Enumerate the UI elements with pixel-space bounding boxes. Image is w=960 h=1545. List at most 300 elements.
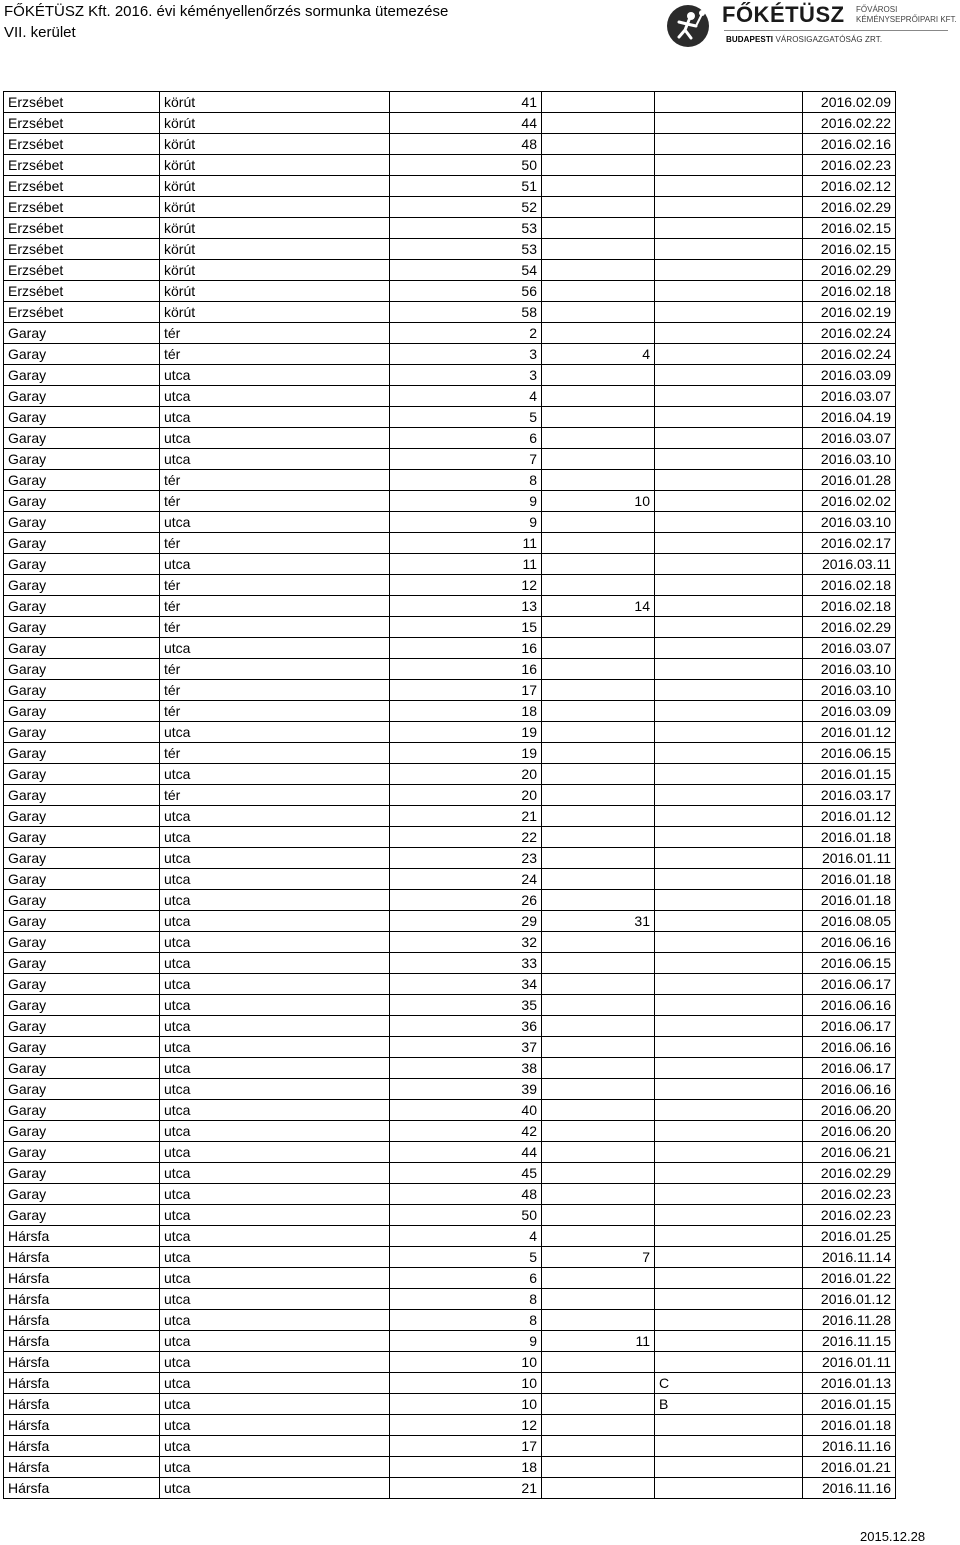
- street-type-cell: utca: [160, 1415, 390, 1436]
- table-row: [4, 1121, 896, 1142]
- house-number-cell: 8: [390, 470, 542, 491]
- scheduled-date-cell: 2016.03.10: [803, 449, 896, 470]
- scheduled-date-cell: 2016.03.07: [803, 386, 896, 407]
- scheduled-date-cell: 2016.02.23: [803, 155, 896, 176]
- house-number-cell: 3: [390, 365, 542, 386]
- scheduled-date-cell: 2016.02.24: [803, 323, 896, 344]
- scheduled-date-cell: 2016.06.15: [803, 743, 896, 764]
- building-suffix-cell: [655, 680, 803, 701]
- table-row: [4, 113, 896, 134]
- house-number-cell: 18: [390, 1457, 542, 1478]
- table-row: [4, 701, 896, 722]
- building-suffix-cell: [655, 1457, 803, 1478]
- table-row: [4, 1331, 896, 1352]
- street-name-cell: Garay: [4, 323, 160, 344]
- street-name-cell: Garay: [4, 575, 160, 596]
- street-name-cell: Erzsébet: [4, 113, 160, 134]
- table-row: [4, 743, 896, 764]
- street-type-cell: utca: [160, 512, 390, 533]
- street-type-cell: utca: [160, 1331, 390, 1352]
- scheduled-date-cell: 2016.06.17: [803, 1058, 896, 1079]
- street-type-cell: utca: [160, 449, 390, 470]
- table-row: [4, 890, 896, 911]
- house-number-to-cell: [542, 1289, 655, 1310]
- scheduled-date-cell: 2016.06.17: [803, 1016, 896, 1037]
- building-suffix-cell: [655, 827, 803, 848]
- scheduled-date-cell: 2016.01.22: [803, 1268, 896, 1289]
- street-type-cell: körút: [160, 176, 390, 197]
- building-suffix-cell: [655, 134, 803, 155]
- street-name-cell: Garay: [4, 743, 160, 764]
- building-suffix-cell: [655, 533, 803, 554]
- building-suffix-cell: [655, 1310, 803, 1331]
- street-type-cell: utca: [160, 386, 390, 407]
- house-number-to-cell: [542, 1310, 655, 1331]
- building-suffix-cell: B: [655, 1394, 803, 1415]
- table-row: [4, 995, 896, 1016]
- table-row: [4, 638, 896, 659]
- house-number-cell: 48: [390, 134, 542, 155]
- street-name-cell: Garay: [4, 848, 160, 869]
- house-number-cell: 37: [390, 1037, 542, 1058]
- table-row: [4, 1184, 896, 1205]
- house-number-cell: 32: [390, 932, 542, 953]
- table-row: [4, 1058, 896, 1079]
- street-name-cell: Garay: [4, 344, 160, 365]
- house-number-to-cell: [542, 638, 655, 659]
- house-number-to-cell: [542, 1016, 655, 1037]
- street-type-cell: utca: [160, 1037, 390, 1058]
- street-name-cell: Hársfa: [4, 1352, 160, 1373]
- house-number-cell: 36: [390, 1016, 542, 1037]
- street-name-cell: Garay: [4, 554, 160, 575]
- house-number-to-cell: [542, 617, 655, 638]
- building-suffix-cell: [655, 638, 803, 659]
- table-row: [4, 1457, 896, 1478]
- street-type-cell: körút: [160, 113, 390, 134]
- building-suffix-cell: [655, 953, 803, 974]
- schedule-table: [3, 91, 896, 1499]
- street-name-cell: Erzsébet: [4, 176, 160, 197]
- street-name-cell: Garay: [4, 701, 160, 722]
- table-row: [4, 197, 896, 218]
- building-suffix-cell: [655, 155, 803, 176]
- table-row: [4, 764, 896, 785]
- scheduled-date-cell: 2016.02.29: [803, 197, 896, 218]
- table-row: [4, 1436, 896, 1457]
- house-number-cell: 15: [390, 617, 542, 638]
- house-number-to-cell: [542, 869, 655, 890]
- building-suffix-cell: [655, 1478, 803, 1499]
- street-name-cell: Hársfa: [4, 1247, 160, 1268]
- scheduled-date-cell: 2016.01.12: [803, 1289, 896, 1310]
- building-suffix-cell: [655, 470, 803, 491]
- house-number-cell: 39: [390, 1079, 542, 1100]
- house-number-cell: 21: [390, 806, 542, 827]
- house-number-cell: 19: [390, 722, 542, 743]
- table-row: [4, 911, 896, 932]
- house-number-to-cell: [542, 428, 655, 449]
- house-number-to-cell: [542, 1394, 655, 1415]
- house-number-to-cell: [542, 512, 655, 533]
- street-name-cell: Garay: [4, 449, 160, 470]
- house-number-cell: 50: [390, 155, 542, 176]
- house-number-cell: 9: [390, 1331, 542, 1352]
- building-suffix-cell: [655, 1226, 803, 1247]
- building-suffix-cell: [655, 281, 803, 302]
- scheduled-date-cell: 2016.02.24: [803, 344, 896, 365]
- house-number-to-cell: 7: [542, 1247, 655, 1268]
- table-row: [4, 680, 896, 701]
- chimney-sweep-emblem-icon: [666, 4, 710, 48]
- house-number-cell: 20: [390, 764, 542, 785]
- table-row: [4, 92, 896, 113]
- house-number-cell: 10: [390, 1394, 542, 1415]
- street-type-cell: tér: [160, 596, 390, 617]
- house-number-cell: 52: [390, 197, 542, 218]
- building-suffix-cell: [655, 386, 803, 407]
- house-number-to-cell: [542, 953, 655, 974]
- street-name-cell: Garay: [4, 890, 160, 911]
- house-number-cell: 16: [390, 659, 542, 680]
- street-name-cell: Garay: [4, 680, 160, 701]
- house-number-cell: 4: [390, 386, 542, 407]
- street-type-cell: körút: [160, 155, 390, 176]
- building-suffix-cell: [655, 1289, 803, 1310]
- house-number-cell: 12: [390, 1415, 542, 1436]
- house-number-to-cell: [542, 722, 655, 743]
- house-number-to-cell: [542, 155, 655, 176]
- building-suffix-cell: [655, 1058, 803, 1079]
- building-suffix-cell: [655, 1142, 803, 1163]
- building-suffix-cell: [655, 785, 803, 806]
- scheduled-date-cell: 2016.06.16: [803, 1037, 896, 1058]
- building-suffix-cell: [655, 722, 803, 743]
- table-row: [4, 1016, 896, 1037]
- street-name-cell: Garay: [4, 617, 160, 638]
- table-row: [4, 596, 896, 617]
- street-name-cell: Hársfa: [4, 1373, 160, 1394]
- building-suffix-cell: [655, 995, 803, 1016]
- street-type-cell: utca: [160, 848, 390, 869]
- house-number-to-cell: [542, 92, 655, 113]
- street-name-cell: Garay: [4, 1184, 160, 1205]
- street-type-cell: utca: [160, 1121, 390, 1142]
- street-type-cell: utca: [160, 1310, 390, 1331]
- house-number-cell: 17: [390, 1436, 542, 1457]
- building-suffix-cell: [655, 554, 803, 575]
- building-suffix-cell: [655, 974, 803, 995]
- street-type-cell: tér: [160, 680, 390, 701]
- house-number-cell: 58: [390, 302, 542, 323]
- table-row: [4, 323, 896, 344]
- table-row: [4, 1373, 896, 1394]
- scheduled-date-cell: 2016.02.19: [803, 302, 896, 323]
- street-type-cell: utca: [160, 1268, 390, 1289]
- street-name-cell: Hársfa: [4, 1226, 160, 1247]
- table-row: [4, 1289, 896, 1310]
- house-number-cell: 5: [390, 407, 542, 428]
- building-suffix-cell: [655, 869, 803, 890]
- house-number-to-cell: [542, 323, 655, 344]
- logo-subtitle: BUDAPESTI VÁROSIGAZGATÓSÁG ZRT.: [726, 35, 883, 44]
- street-type-cell: körút: [160, 239, 390, 260]
- building-suffix-cell: [655, 701, 803, 722]
- house-number-to-cell: [542, 365, 655, 386]
- house-number-to-cell: [542, 1058, 655, 1079]
- scheduled-date-cell: 2016.03.11: [803, 554, 896, 575]
- house-number-to-cell: 11: [542, 1331, 655, 1352]
- street-type-cell: tér: [160, 344, 390, 365]
- table-row: [4, 869, 896, 890]
- street-name-cell: Garay: [4, 512, 160, 533]
- street-type-cell: körút: [160, 302, 390, 323]
- house-number-to-cell: [542, 218, 655, 239]
- scheduled-date-cell: 2016.11.15: [803, 1331, 896, 1352]
- street-type-cell: utca: [160, 407, 390, 428]
- street-type-cell: utca: [160, 1478, 390, 1499]
- building-suffix-cell: [655, 575, 803, 596]
- scheduled-date-cell: 2016.03.10: [803, 512, 896, 533]
- building-suffix-cell: [655, 1436, 803, 1457]
- house-number-to-cell: [542, 1478, 655, 1499]
- scheduled-date-cell: 2016.02.29: [803, 1163, 896, 1184]
- table-row: [4, 1352, 896, 1373]
- street-type-cell: utca: [160, 428, 390, 449]
- table-row: [4, 1163, 896, 1184]
- house-number-cell: 13: [390, 596, 542, 617]
- district-label: VII. kerület: [4, 24, 76, 41]
- scheduled-date-cell: 2016.03.09: [803, 365, 896, 386]
- street-name-cell: Hársfa: [4, 1268, 160, 1289]
- table-row: [4, 176, 896, 197]
- building-suffix-cell: [655, 344, 803, 365]
- house-number-cell: 33: [390, 953, 542, 974]
- table-row: [4, 533, 896, 554]
- building-suffix-cell: [655, 239, 803, 260]
- company-logo: [660, 2, 960, 46]
- table-row: [4, 575, 896, 596]
- scheduled-date-cell: 2016.02.17: [803, 533, 896, 554]
- street-type-cell: utca: [160, 1289, 390, 1310]
- street-name-cell: Garay: [4, 386, 160, 407]
- house-number-to-cell: [542, 1457, 655, 1478]
- table-row: [4, 407, 896, 428]
- table-row: [4, 344, 896, 365]
- street-name-cell: Garay: [4, 722, 160, 743]
- street-name-cell: Garay: [4, 365, 160, 386]
- building-suffix-cell: [655, 848, 803, 869]
- house-number-cell: 2: [390, 323, 542, 344]
- table-row: [4, 470, 896, 491]
- building-suffix-cell: [655, 1121, 803, 1142]
- street-name-cell: Garay: [4, 995, 160, 1016]
- house-number-to-cell: [542, 890, 655, 911]
- house-number-to-cell: [542, 386, 655, 407]
- scheduled-date-cell: 2016.06.16: [803, 995, 896, 1016]
- house-number-to-cell: [542, 113, 655, 134]
- house-number-to-cell: 10: [542, 491, 655, 512]
- table-row: [4, 827, 896, 848]
- table-row: [4, 806, 896, 827]
- street-name-cell: Garay: [4, 932, 160, 953]
- street-name-cell: Garay: [4, 1037, 160, 1058]
- building-suffix-cell: [655, 764, 803, 785]
- table-row: [4, 1415, 896, 1436]
- street-type-cell: utca: [160, 554, 390, 575]
- house-number-to-cell: [542, 1373, 655, 1394]
- house-number-cell: 26: [390, 890, 542, 911]
- scheduled-date-cell: 2016.01.18: [803, 869, 896, 890]
- street-name-cell: Garay: [4, 1142, 160, 1163]
- house-number-cell: 18: [390, 701, 542, 722]
- house-number-to-cell: 14: [542, 596, 655, 617]
- scheduled-date-cell: 2016.06.20: [803, 1100, 896, 1121]
- scheduled-date-cell: 2016.08.05: [803, 911, 896, 932]
- scheduled-date-cell: 2016.11.14: [803, 1247, 896, 1268]
- table-row: [4, 260, 896, 281]
- building-suffix-cell: [655, 407, 803, 428]
- street-name-cell: Garay: [4, 491, 160, 512]
- house-number-to-cell: [542, 554, 655, 575]
- building-suffix-cell: [655, 743, 803, 764]
- building-suffix-cell: C: [655, 1373, 803, 1394]
- scheduled-date-cell: 2016.03.09: [803, 701, 896, 722]
- street-type-cell: körút: [160, 134, 390, 155]
- street-name-cell: Erzsébet: [4, 134, 160, 155]
- scheduled-date-cell: 2016.11.16: [803, 1436, 896, 1457]
- building-suffix-cell: [655, 890, 803, 911]
- street-name-cell: Garay: [4, 638, 160, 659]
- building-suffix-cell: [655, 1184, 803, 1205]
- scheduled-date-cell: 2016.02.22: [803, 113, 896, 134]
- street-type-cell: körút: [160, 260, 390, 281]
- table-row: [4, 785, 896, 806]
- street-type-cell: tér: [160, 659, 390, 680]
- house-number-cell: 5: [390, 1247, 542, 1268]
- building-suffix-cell: [655, 92, 803, 113]
- scheduled-date-cell: 2016.06.20: [803, 1121, 896, 1142]
- street-type-cell: utca: [160, 1142, 390, 1163]
- house-number-to-cell: [542, 827, 655, 848]
- house-number-cell: 12: [390, 575, 542, 596]
- house-number-to-cell: [542, 1121, 655, 1142]
- street-name-cell: Erzsébet: [4, 92, 160, 113]
- street-name-cell: Erzsébet: [4, 218, 160, 239]
- street-name-cell: Erzsébet: [4, 239, 160, 260]
- building-suffix-cell: [655, 176, 803, 197]
- house-number-cell: 10: [390, 1352, 542, 1373]
- house-number-cell: 23: [390, 848, 542, 869]
- scheduled-date-cell: 2016.04.19: [803, 407, 896, 428]
- house-number-cell: 42: [390, 1121, 542, 1142]
- table-row: [4, 1142, 896, 1163]
- street-type-cell: körút: [160, 218, 390, 239]
- street-name-cell: Garay: [4, 1079, 160, 1100]
- street-type-cell: tér: [160, 617, 390, 638]
- table-row: [4, 491, 896, 512]
- table-row: [4, 848, 896, 869]
- building-suffix-cell: [655, 1016, 803, 1037]
- scheduled-date-cell: 2016.01.21: [803, 1457, 896, 1478]
- scheduled-date-cell: 2016.06.16: [803, 1079, 896, 1100]
- street-name-cell: Hársfa: [4, 1394, 160, 1415]
- house-number-to-cell: [542, 743, 655, 764]
- building-suffix-cell: [655, 491, 803, 512]
- street-type-cell: utca: [160, 1373, 390, 1394]
- table-row: [4, 1100, 896, 1121]
- table-row: [4, 1079, 896, 1100]
- street-name-cell: Garay: [4, 596, 160, 617]
- table-row: [4, 134, 896, 155]
- house-number-cell: 53: [390, 239, 542, 260]
- house-number-to-cell: [542, 995, 655, 1016]
- table-row: [4, 1226, 896, 1247]
- building-suffix-cell: [655, 617, 803, 638]
- street-type-cell: utca: [160, 1436, 390, 1457]
- house-number-to-cell: [542, 1205, 655, 1226]
- street-type-cell: utca: [160, 806, 390, 827]
- scheduled-date-cell: 2016.02.29: [803, 617, 896, 638]
- street-type-cell: utca: [160, 1226, 390, 1247]
- house-number-cell: 41: [390, 92, 542, 113]
- building-suffix-cell: [655, 596, 803, 617]
- street-type-cell: utca: [160, 1457, 390, 1478]
- street-name-cell: Garay: [4, 428, 160, 449]
- scheduled-date-cell: 2016.01.12: [803, 722, 896, 743]
- street-type-cell: utca: [160, 911, 390, 932]
- scheduled-date-cell: 2016.02.29: [803, 260, 896, 281]
- table-row: [4, 155, 896, 176]
- table-row: [4, 428, 896, 449]
- house-number-to-cell: [542, 281, 655, 302]
- scheduled-date-cell: 2016.02.18: [803, 575, 896, 596]
- house-number-to-cell: [542, 1436, 655, 1457]
- house-number-cell: 9: [390, 491, 542, 512]
- street-type-cell: körút: [160, 281, 390, 302]
- building-suffix-cell: [655, 428, 803, 449]
- house-number-cell: 3: [390, 344, 542, 365]
- print-date: 2015.12.28: [860, 1529, 926, 1544]
- street-type-cell: utca: [160, 638, 390, 659]
- house-number-to-cell: [542, 1100, 655, 1121]
- house-number-to-cell: [542, 239, 655, 260]
- logo-side-text: FŐVÁROSI KÉMÉNYSEPRŐIPARI KFT.: [856, 5, 957, 24]
- schedule-table-body: [4, 92, 896, 1499]
- house-number-cell: 11: [390, 533, 542, 554]
- street-name-cell: Garay: [4, 470, 160, 491]
- street-name-cell: Hársfa: [4, 1289, 160, 1310]
- house-number-cell: 16: [390, 638, 542, 659]
- table-row: [4, 239, 896, 260]
- house-number-cell: 22: [390, 827, 542, 848]
- street-type-cell: tér: [160, 533, 390, 554]
- street-name-cell: Hársfa: [4, 1415, 160, 1436]
- street-type-cell: tér: [160, 701, 390, 722]
- building-suffix-cell: [655, 911, 803, 932]
- building-suffix-cell: [655, 1247, 803, 1268]
- scheduled-date-cell: 2016.01.18: [803, 1415, 896, 1436]
- street-name-cell: Garay: [4, 806, 160, 827]
- page-header: [0, 0, 960, 60]
- building-suffix-cell: [655, 512, 803, 533]
- street-type-cell: utca: [160, 974, 390, 995]
- street-name-cell: Garay: [4, 764, 160, 785]
- table-row: [4, 554, 896, 575]
- document-title: FŐKÉTÜSZ Kft. 2016. évi kéményellenőrzés sormunka ütemezése: [4, 3, 449, 20]
- street-name-cell: Garay: [4, 1205, 160, 1226]
- house-number-cell: 6: [390, 428, 542, 449]
